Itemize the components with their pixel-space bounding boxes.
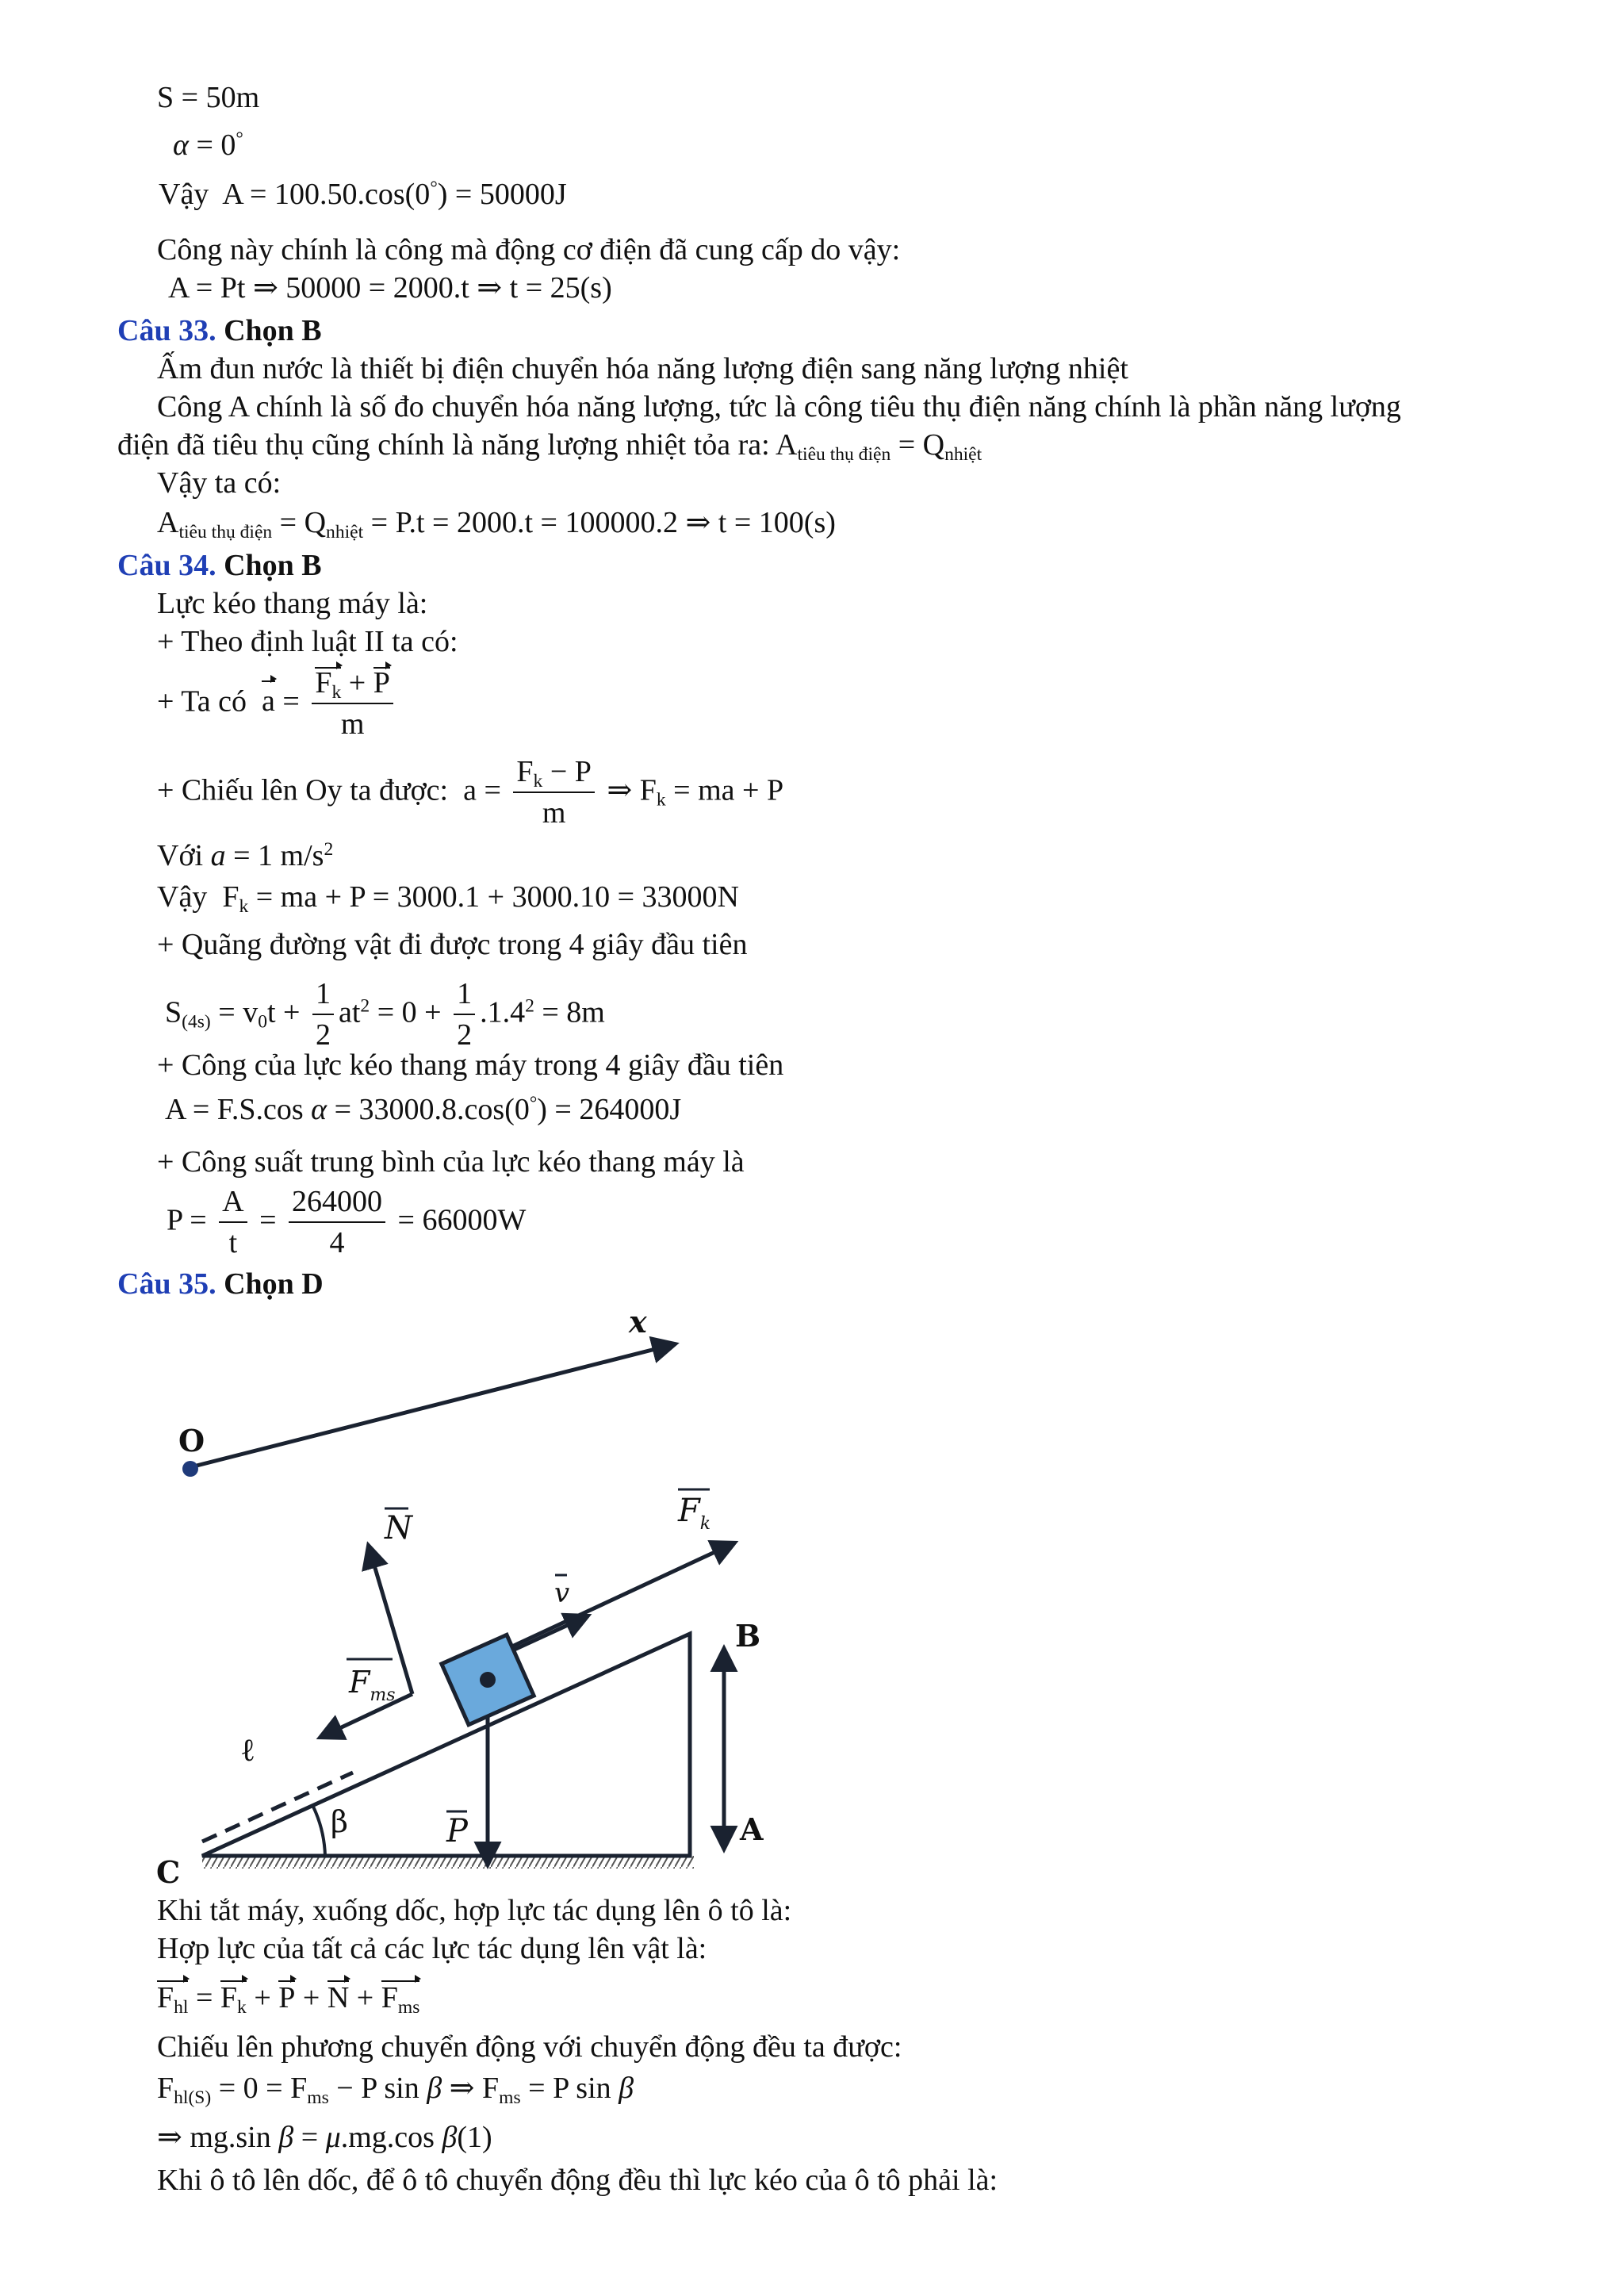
label-fms: $F_{ms}$ [349,1665,396,1705]
label-o: O [178,1423,205,1458]
label-v: v [554,1577,570,1609]
eq-s50: S = 50m [157,81,260,114]
text-vay-ta-co: Vậy ta có: [157,466,282,500]
eq-cong-suat: P = $\frac{A}{t}$ = $\frac{264000}{4}$ = 66000W [167,1185,527,1259]
eq-quang-duong: $S_{(4s)} = v_0t$ + $\frac{1}{2}$ $at^2 = 0$ + $\frac{1}{2}$ $.1.4^2 = 8m$ [165,977,605,1052]
text-q33-p1: Ấm đun nước là thiết bị điện chuyển hóa năng lượng điện sang năng lượng nhiệt [157,352,1128,385]
label-b: B [735,1618,761,1654]
eq-mg: ⇒ mg.sin β = μ.mg.cos β(1) [157,2121,492,2154]
label-a: A [740,1811,764,1847]
text-hop-luc: Hợp lực của tất cả các lực tác dụng lên vật là: [157,1932,707,1965]
text-dinh-luat: + Theo định luật II ta có: [157,625,458,658]
label-x: x [629,1304,647,1340]
x-axis-line [190,1344,674,1467]
label-n: N [385,1510,412,1547]
label-fk: $F_k$ [678,1493,711,1534]
label-l: ℓ [240,1732,256,1769]
incline-diagram [155,1301,764,1890]
text-khi-len: Khi ô tô lên dốc, để ô tô chuyển động đều thì lực kéo của ô tô phải là: [157,2164,998,2197]
eq-a-pt: A = Pt ⇒ 50000 = 2000.t ⇒ t = 25(s) [168,271,612,305]
arrow-n [369,1547,412,1694]
text-cong-nay: Công này chính là công mà động cơ điện đã cung cấp do vậy: [157,233,901,266]
eq-chieu-oy: + Chiếu lên Oy ta được: a = $\frac{F_k - P}{m}$ ⇒ $F_k$ = ma + P [157,755,784,830]
arrow-fk [480,1543,733,1662]
eq-vay-a: Vậy A = 100.50.cos(0°) = 50000J [159,178,567,211]
eq-voi-a: Với a = 1 $m/s^2$ [157,839,334,872]
text-quang-duong: + Quãng đường vật đi được trong 4 giây đầu tiên [157,928,748,961]
text-cong-luc: + Công của lực kéo thang máy trong 4 giây đầu tiên [157,1048,784,1082]
text-luc-keo: Lực kéo thang máy là: [157,587,428,620]
beta-arc [313,1807,325,1856]
eq-ta-co: + Ta có a = $\frac{F_k + P}{m}$ [157,666,398,742]
text-q33-p2a: Công A chính là số đo chuyển hóa năng lượng, tức là công tiêu thụ điện năng chính là phần năng lượng [157,390,1401,424]
arrow-fms [321,1694,412,1737]
text-khi-tat: Khi tắt máy, xuống dốc, hợp lực tác dụng lên ô tô là: [157,1894,792,1927]
eq-q33-main: $A_{tiêu thụ điện} = Q_{nhiệt} = P.t = 2000.t = 100000.2$ ⇒ t = 100(s) [157,506,836,543]
eq-alpha0: α = 0° [173,128,243,162]
eq-vay-fk: Vậy $F_k$ = ma + P = 3000.1 + 3000.10 = 33000N [157,880,739,918]
eq-fhl: $F_{hl(S)} = 0 = F_{ms} - P$ sin β ⇒ $F_{ms} = P$ sin β [157,2072,634,2109]
eq-cong: A = F.S.cos α = 33000.8.cos(0°) = 264000J [165,1093,682,1126]
heading-cau-34: Câu 34. Chọn B [117,549,322,582]
text-cong-suat: + Công suất trung bình của lực kéo thang máy là [157,1145,745,1179]
heading-cau-35: Câu 35. Chọn D [117,1267,324,1301]
eq-hop-luc: $F_{hl} = F_k + P + N + F_{ms}$ [157,1981,420,2018]
origin-dot [182,1461,198,1477]
label-p: P [446,1813,468,1849]
text-q33-p2b: điện đã tiêu thụ cũng chính là năng lượng nhiệt tỏa ra: $A_{tiêu thụ điện} = Q_{nhiệt}$ [117,428,982,466]
label-c: C [156,1854,181,1890]
heading-cau-33: Câu 33. Chọn B [117,314,322,347]
label-beta: β [331,1804,348,1839]
text-chieu-len: Chiếu lên phương chuyển động với chuyển động đều ta được: [157,2030,902,2064]
